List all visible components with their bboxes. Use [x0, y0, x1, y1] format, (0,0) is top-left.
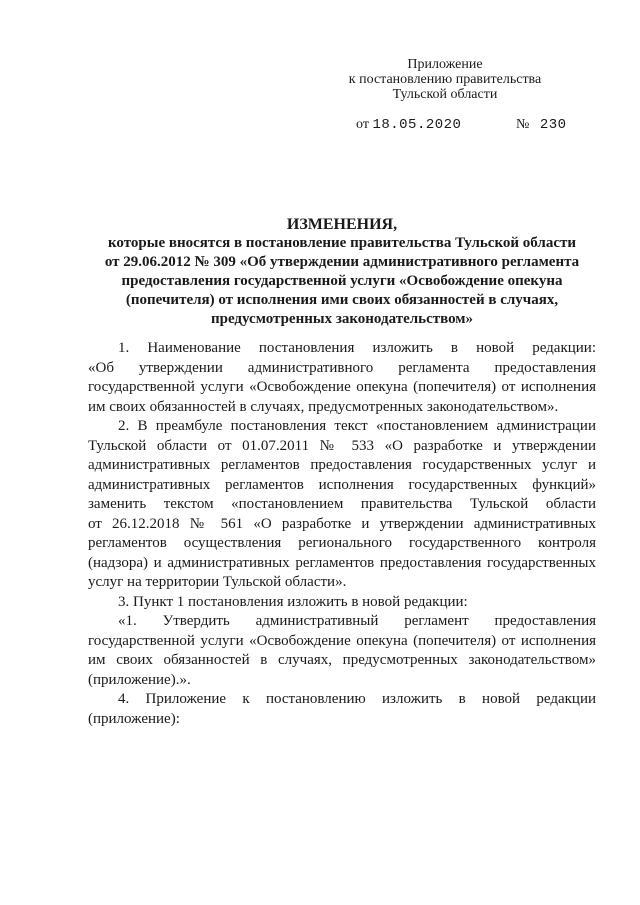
paragraph-line: 4. Приложение к постановлению изложить в новой редакции	[118, 691, 596, 707]
paragraph-line: от 26.12.2018 № 561 «О разработке и утверждении административных	[88, 515, 596, 532]
document-subtitle	[88, 234, 596, 329]
paragraph-line: государственной услуги «Освобождение опекуна (попечителя) от исполнения	[88, 379, 596, 395]
document-date: 18.05.2020	[372, 117, 462, 133]
subtitle-line: предоставления государственной услуги «Освобождение опекуна	[121, 273, 563, 289]
paragraph-3	[88, 593, 596, 613]
paragraph-2	[88, 417, 596, 593]
document-number: 230	[539, 117, 567, 133]
subtitle-line: от 29.06.2012 № 309 «Об утверждении административного регламента	[104, 254, 580, 270]
paragraph-3-quote	[88, 612, 596, 690]
paragraph-line: регламентов осуществления регионального государственного контроля	[88, 535, 596, 551]
appendix-line-1: Приложение	[407, 57, 483, 72]
paragraph-line: 2. В преамбуле постановления текст «постановлением администрации	[118, 418, 596, 434]
appendix-line-3: Тульской области	[392, 87, 498, 102]
paragraph-line: им своих обязанностей в случаях, предусмотренных законодательством».	[88, 398, 559, 415]
paragraph-line: административных регламентов исполнения государственных функций»	[88, 476, 596, 493]
paragraph-line: (приложение):	[88, 710, 180, 727]
number-sign: №	[516, 117, 530, 132]
paragraph-line: услуг на территории Тульской области».	[88, 574, 347, 590]
paragraph-line: Тульской области от 01.07.2011 № 533 «О разработке и утверждении	[88, 437, 596, 454]
appendix-line-2: к постановлению правительства	[348, 72, 542, 87]
paragraph-line: административных регламентов предоставления государственных услуг и	[88, 457, 596, 473]
paragraph-4	[88, 690, 596, 729]
paragraph-line: им своих обязанностей в случаях, предусмотренных законодательством»	[88, 652, 596, 668]
appendix-header	[330, 57, 560, 102]
paragraph-line: «Об утверждении административного регламента предоставления	[88, 359, 596, 376]
paragraph-line: заменить текстом «постановлением правительства Тульской области	[88, 496, 596, 512]
date-number-line	[356, 117, 567, 133]
paragraph-line: 3. Пункт 1 постановления изложить в новой редакции:	[118, 593, 468, 610]
paragraph-line: (приложение).».	[88, 671, 191, 688]
subtitle-line: (попечителя) от исполнения ими своих обязанностей в случаях,	[125, 292, 559, 308]
document-body	[88, 339, 596, 729]
from-label: от	[356, 117, 369, 132]
subtitle-line: предусмотренных законодательством»	[210, 311, 474, 327]
paragraph-1	[88, 339, 596, 417]
paragraph-line: государственной услуги «Освобождение опекуна (попечителя) от исполнения	[88, 632, 596, 649]
subtitle-line: которые вносятся в постановление правительства Тульской области	[107, 235, 577, 251]
paragraph-line: 1. Наименование постановления изложить в новой редакции:	[118, 340, 596, 356]
document-title: ИЗМЕНЕНИЯ,	[286, 216, 398, 233]
paragraph-line: (надзора) и административных регламентов предоставления государственных	[88, 554, 596, 571]
paragraph-line: «1. Утвердить административный регламент предоставления	[118, 613, 596, 629]
